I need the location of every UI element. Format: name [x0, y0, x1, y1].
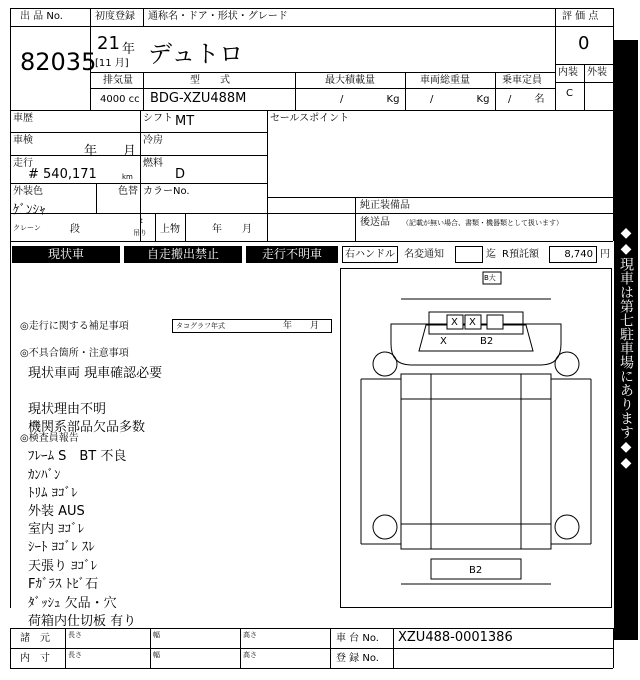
- history-label: 車歴: [13, 113, 33, 124]
- report-line-8: Fｶﾞﾗｽ ﾄﾋﾞ石: [28, 577, 99, 592]
- crane-hook: 吊り: [133, 229, 147, 237]
- rating-value: 0: [578, 33, 590, 54]
- first-reg-year: 21: [97, 33, 120, 54]
- handle-box: 右ハンドル: [342, 246, 398, 263]
- inspector-title: ◎検査員報告: [20, 433, 79, 444]
- aircon-label: 冷房: [143, 135, 163, 146]
- lot-label: 出 品 No.: [20, 11, 63, 22]
- height-label-1: 高さ: [243, 631, 257, 639]
- length-label-1: 長さ: [68, 631, 82, 639]
- color-change-label: 色替: [118, 186, 138, 197]
- equipment-label: 純正装備品: [360, 200, 410, 211]
- length-label-2: 長さ: [68, 651, 82, 659]
- diagram-x1: X: [451, 317, 458, 328]
- defect-line-4: 機関系部品欠品多数: [28, 420, 146, 435]
- dims-label: 諸 元: [20, 633, 50, 644]
- color-value: ｹﾞﾝｼｬ: [13, 203, 46, 218]
- truck-diagram-frame: [340, 268, 612, 608]
- max-load-value: / Kg: [340, 94, 400, 105]
- report-line-4: 外装 AUS: [28, 504, 85, 519]
- report-line-2: ｶﾝﾊﾞﾝ: [28, 468, 61, 483]
- crane-steps: 段: [70, 224, 80, 235]
- report-line-5: 室内 ﾖｺﾞﾚ: [28, 522, 85, 537]
- attachments-note: （記載が無い場合、書類・機器類として扱います）: [402, 219, 563, 227]
- displacement-label: 排気量: [103, 75, 133, 86]
- tacho-value: 年 月: [283, 321, 320, 331]
- tacho-label: タコグラフ年式: [176, 322, 225, 330]
- lot-number: 82035: [20, 48, 97, 76]
- defects-title: ◎不具合箇所・注意事項: [20, 348, 129, 359]
- mileage-label: 走行: [13, 158, 33, 169]
- capacity-label: 乗車定員: [502, 75, 542, 86]
- gross-weight-label: 車両総重量: [420, 75, 470, 86]
- defect-line-1: 現状車両 現車確認必要: [28, 366, 163, 381]
- badge-mileage-unknown: 走行不明車: [246, 246, 338, 263]
- diagram-x2: X: [469, 317, 476, 328]
- plate-until-label: 迄: [486, 249, 496, 260]
- badge-no-self-drive: 自走搬出禁止: [124, 246, 242, 263]
- max-load-label: 最大積載量: [325, 75, 375, 86]
- interior-grade-label: 内装: [558, 67, 578, 78]
- capacity-value: / 名: [508, 94, 545, 105]
- fuel-value: D: [175, 167, 186, 182]
- year-unit: 年: [122, 42, 136, 57]
- recycle-value: 8,740: [549, 246, 597, 263]
- first-reg-month: [11 月]: [95, 58, 129, 69]
- mileage-unit: km: [122, 173, 133, 181]
- mileage-value: # 540,171: [28, 167, 97, 182]
- chassis-label: 車 台 No.: [336, 633, 379, 644]
- report-line-10: 荷箱内仕切板 有り: [28, 614, 137, 629]
- inspection-label: 車検: [13, 135, 33, 146]
- fuel-label: 燃料: [143, 158, 163, 169]
- crane-label: クレーン: [13, 224, 41, 232]
- report-line-1: ﾌﾚｰﾑ S BT 不良: [28, 449, 127, 464]
- car-name: デュトロ: [148, 40, 244, 68]
- diagram-x3: X: [440, 336, 447, 347]
- shift-label: シフト: [143, 113, 173, 124]
- color-label: 外装色: [13, 186, 43, 197]
- first-reg-label: 初度登録: [95, 11, 135, 22]
- defect-line-3: 現状理由不明: [28, 402, 107, 417]
- recycle-unit: 円: [600, 249, 610, 260]
- report-line-7: 天張り ﾖｺﾞﾚ: [28, 559, 98, 574]
- name-change-box: [455, 246, 483, 263]
- report-line-6: ｼｰﾄ ﾖｺﾞﾚ ｽﾚ: [28, 540, 95, 555]
- badge-as-is: 現状車: [12, 246, 120, 263]
- interior-grade: C: [566, 88, 573, 99]
- gross-weight-value: / Kg: [430, 94, 490, 105]
- diagram-b-large: B大: [484, 274, 496, 282]
- width-label-1: 幅: [153, 631, 160, 639]
- crane-ton: t: [140, 217, 143, 225]
- truck-diagram: [341, 269, 611, 607]
- width-label-2: 幅: [153, 651, 160, 659]
- report-line-9: ﾀﾞｯｼｭ 欠品・穴: [28, 596, 117, 611]
- loading-value: 年 月: [212, 224, 252, 235]
- side-notice: ◆◆現車は第七駐車場にあります◆◆: [614, 40, 638, 640]
- inspection-value: 年 月: [84, 144, 137, 159]
- name-label: 通称名・ドア・形状・グレード: [148, 11, 288, 22]
- attachments-label: 後送品: [360, 217, 390, 228]
- name-change-label: 名変通知: [404, 249, 444, 260]
- model-value: BDG-XZU488M: [150, 91, 247, 106]
- model-label: 型 式: [190, 75, 230, 86]
- height-label-2: 高さ: [243, 651, 257, 659]
- chassis-value: XZU488-0001386: [398, 630, 513, 645]
- color-no-label: カラーNo.: [143, 186, 190, 197]
- rating-label: 評 価 点: [562, 11, 599, 22]
- loading-label: 上物: [160, 224, 180, 235]
- report-line-3: ﾄﾘﾑ ﾖｺﾞﾚ: [28, 486, 78, 501]
- sales-point-label: セールスポイント: [270, 113, 350, 124]
- tacho-box: [172, 319, 332, 333]
- interior-dims-label: 内 寸: [20, 653, 50, 664]
- driving-title: ◎走行に関する補足事項: [20, 321, 129, 332]
- diagram-b2-rear: B2: [469, 565, 483, 576]
- recycle-label: R預託額: [502, 249, 539, 260]
- registration-label: 登 録 No.: [336, 653, 379, 664]
- diagram-b2-front: B2: [480, 336, 494, 347]
- displacement-value: 4000 cc: [100, 94, 140, 105]
- exterior-grade-label: 外装: [587, 67, 607, 78]
- shift-value: MT: [175, 114, 195, 129]
